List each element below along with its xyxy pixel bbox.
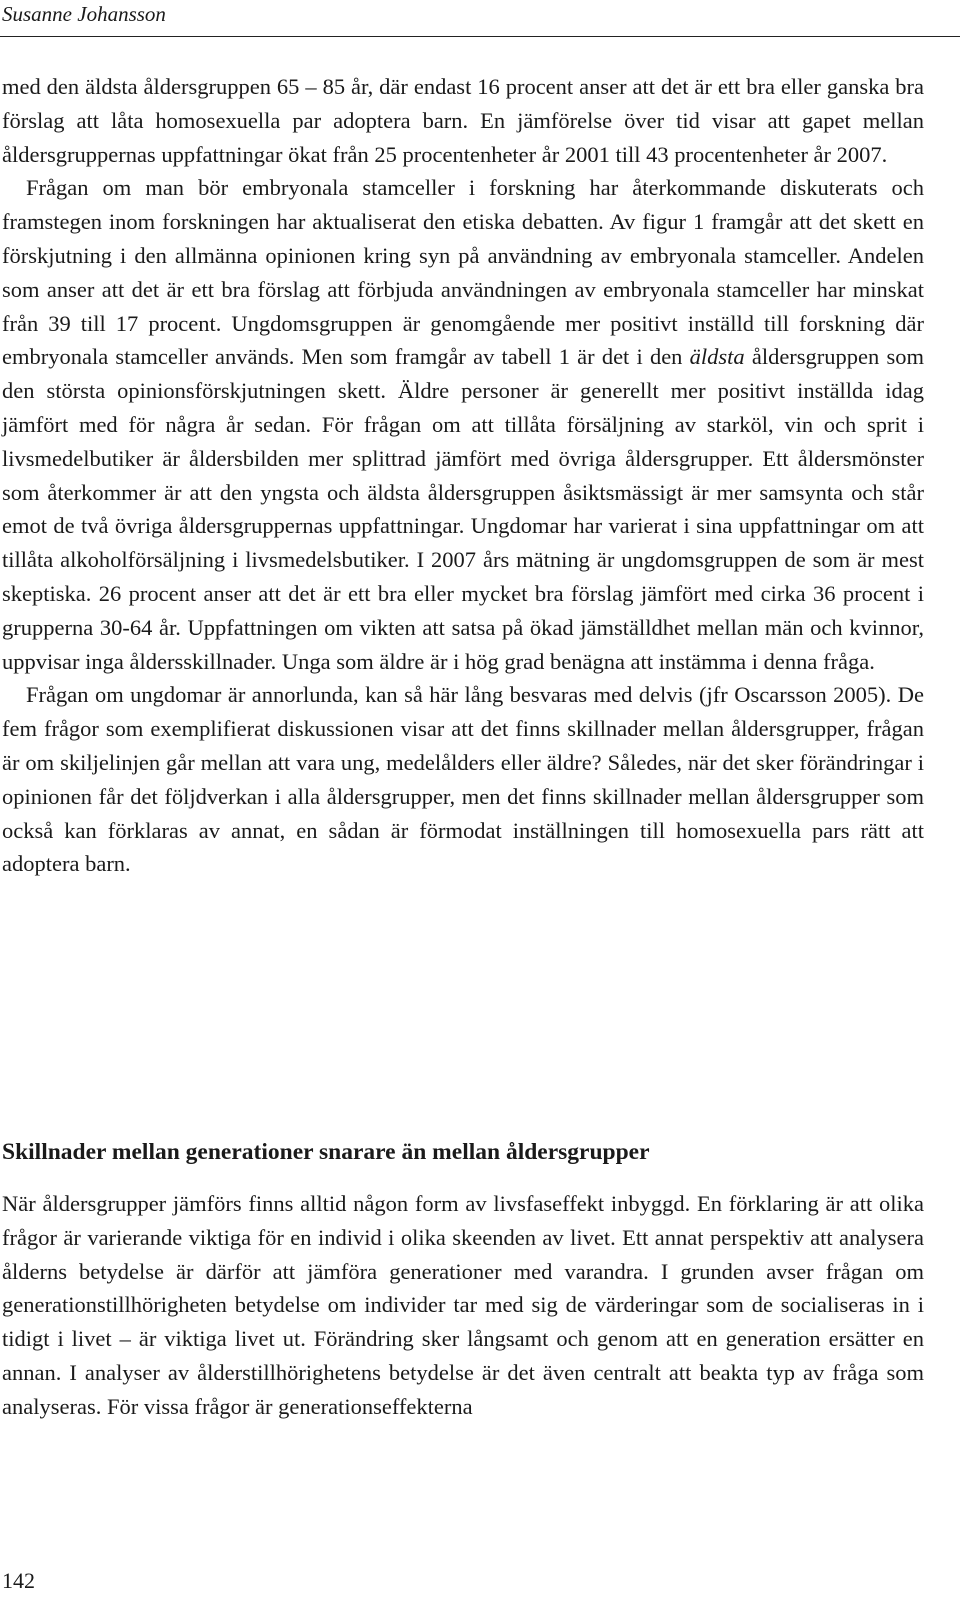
- body-text: [2, 70, 924, 881]
- paragraph-2: [2, 171, 924, 678]
- section-heading: Skillnader mellan generationer snarare än mellan åldersgrupper: [2, 1139, 650, 1165]
- author-name: Susanne Johansson: [2, 2, 166, 26]
- section-paragraph-1: När åldersgrupper jämförs finns alltid någon form av livsfaseffekt inbyggd. En förklaring är att olika frågor är varierande viktiga för en individ i olika skeenden av livet. Ett annat perspektiv att analysera ålderns betydelse är därför att jämföra generationer med varandra. I grunden avser frågan om generationstillhörigheten betydelse om individer tar med sig de värderingar som de socialiseras in i tidigt i livet – är viktiga livet ut. Förändring sker långsamt och genom att en generation ersätter en annan. I analyser av ålderstillhörighetens betydelse är det även centralt att beakta typ av fråga som analyseras. För vissa frågor är generationseffekterna: [2, 1191, 924, 1419]
- paragraph-3: Frågan om ungdomar är annorlunda, kan så här lång besvaras med delvis (jfr Oscarsson 2005). De fem frågor som exemplifierat diskussionen visar att det finns skillnader mellan åldersgrupper, frågan är om skiljelinjen går mellan att vara ung, medelålders eller äldre? Således, när det sker förändringar i opinionen får det följdverkan i alla åldersgrupper, men det finns skillnader mellan åldersgrupper som också kan förklaras av annat, en sådan är förmodat inställningen till homosexuella pars rätt att adoptera barn.: [2, 682, 924, 877]
- paragraph-2-part-b: åldersgruppen som den största opinionsförskjutningen skett. Äldre personer är generellt mer positivt inställda idag jämfört med för några år sedan. För frågan om att tillåta försäljning av starköl, vin och sprit i livsmedelbutiker är åldersbilden mer splittrad jämfört med övriga åldersgrupper. Ett åldersmönster som återkommer är att den yngsta och äldsta åldersgruppen åsiktsmässigt är mer samsynta och står emot de två övriga åldersgruppernas uppfattningar. Ungdomar har varierat i sina uppfattningar om att tillåta alkoholförsäljning i livsmedelsbutiker. I 2007 års mätning är ungdomsgruppen de som är mest skeptiska. 26 procent anser att det är ett bra eller mycket bra förslag jämfört med cirka 36 procent i grupperna 30-64 år. Uppfattningen om vikten att satsa på ökad jämställdhet mellan män och kvinnor, uppvisar inga åldersskillnader. Unga som äldre är i hög grad benägna att instämma i denna fråga.: [2, 344, 924, 674]
- page-number: 142: [2, 1568, 35, 1593]
- emphasis-aldsta: äldsta: [689, 344, 745, 370]
- paragraph-1: med den äldsta åldersgruppen 65 – 85 år, där endast 16 procent anser att det är ett bra eller ganska bra förslag att låta homosexuella par adoptera barn. En jämförelse över tid visar att gapet mellan åldersgruppernas uppfattningar ökat från 25 procentenheter år 2001 till 43 procentenheter år 2007.: [2, 74, 924, 167]
- paragraph-2-part-a: Frågan om man bör embryonala stamceller i forskning har återkommande diskuterats och framstegen inom forskningen har aktualiserat den etiska debatten. Av figur 1 framgår att det skett en förskjutning i den allmänna opinionen kring syn på användning av embryonala stamceller. Andelen som anser att det är ett bra förslag att förbjuda användningen av embryonala stamceller har minskat från 39 till 17 procent. Ungdomsgruppen är genomgående mer positivt inställd till forskning där embryonala stamceller används. Men som framgår av tabell 1 är det i den: [2, 175, 924, 370]
- section-body: [2, 1187, 924, 1424]
- running-header: [0, 0, 960, 37]
